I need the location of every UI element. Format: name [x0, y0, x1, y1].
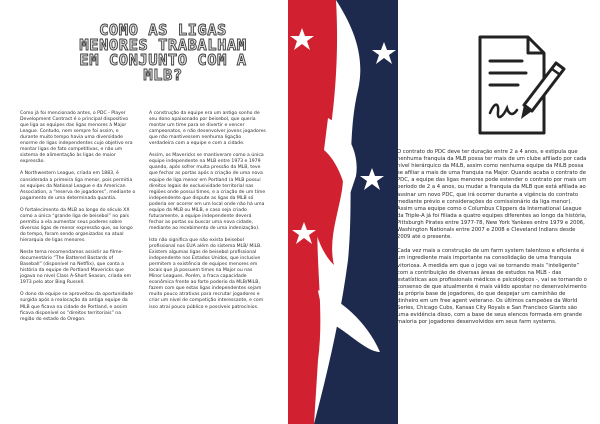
- paragraph: Como já foi mencionado antes, o PDC - Player Development Contract é o principal dispositivo que liga as equipes das ligas menores à Major League. Contudo, nem sempre foi assim, e durante muito tempo havia uma diversidade enorme de ligas independentes cujo objetivo era montar ligas de fato competitivas, e não um sistema de alimentação às ligas de maior expressão.: [20, 111, 133, 165]
- stars-and-stripes-artwork: [288, 0, 398, 424]
- paragraph: Cada vez mais a construção de um farm system talentoso e eficiente é um ingrediente mais importante na consolidação de uma franquia vitoriosa. A medida em que o jogo vai se tornando mais “inteligente” com a contribuição de diversas áreas de estudos na MLB - das estatísticas aos profissionais médicos e psicológicos -, vai se tornando o consenso de que atualmente é mais válido apostar no desenvolvimento da própria base de jogadores, do que despejar um caminhão de dinheiro em um free agent veterano. Os últimos campeões da World Series, Chicago Cubs, Kansas City Royals e San Francisco Giants são uma evidência disso, com a base de seus elencos formada em grande maioria por jogadores desenvolvidos em seus farm systems.: [397, 248, 587, 326]
- text-column-left: [20, 111, 136, 329]
- title-line: EM CONJUNTO COM A: [79, 51, 247, 69]
- text-column-right: [397, 149, 587, 333]
- paragraph: Assim, os Mavericks se mantiveram como a única equipe independente na MLB entre 1973 e 1979 quando, após sofrer muita pressão da MLB, teve que fechar as portas após a criação de uma nova equipe de liga menor em Portland (a MLB possui direitos legais de exclusividade territorial nas regiões onde possui times, e a criação de um time independente que dispute as ligas da MLB só poderia ser ocorrer em um local onde não há uma equipe da MLB ou MiLB, e caso seja criado futuramente, a equipe independente deverá fechar as portas ou buscar uma nova cidade, mediante ao recebimento de uma indenização).: [149, 153, 266, 231]
- paragraph: Isto não significa que não exista beisebol profissional nos EUA além do sistema MLB/ MiLB. Existem algumas ligas de beisebol profissional independente nos Estados Unidos, que inclusive permitem a existência de equipes menores em locais que já possuem times na Major ou nas Minor Leagues. Porém, a fraca capacidade econômica frente ao forte poderio da MLB/MiLB, fazem com que estas ligas independentes sejam muito pouco atrativas para recrutar jogadores e criar um nível de competição interessante, e com isso atrai pouco público e possíveis patrocínios.: [149, 237, 264, 310]
- paragraph: A Northwestern League, criada em 1883, é considerada a primeira liga menor, pois permitia as equipes da National League e da American Association, a “reserva de jogadores”, mediante o pagamento de uma determinada quantia.: [20, 171, 136, 201]
- document-with-pen-icon: [470, 33, 568, 137]
- title-line: COMO AS LIGAS: [99, 21, 227, 39]
- paragraph: O contrato do PDC deve ter duração entre 2 a 4 anos, e estipula que nenhuma franquia da MLB possa ter mais de um clube afiliado por cada nível hierárquico da MiLB, assim como nenhuma equipe da MiLB possa se afiliar a mais de uma franquia na Major. Quando acaba o contrato de PDC, a equipe das ligas menores pode estender o contrato por mais um período de 2 a 4 anos, ou mudar a franquia da MLB que está afiliada ao assinar um novo PDC, que irá ocorrer durante a vigência do contrato mediante prévio e considerações do comissionário da liga menor). Assim uma equipe como o Columbus Clippers da International League da Triple-A já foi filiada a quatro equipes diferentes ao longo da história, Pittsburgh Pirates entre 1977-78, New York Yankees entre 1979 e 2006, Washington Nationals entre 2007 e 2008 e Cleveland Indians desde 2009 até o presente.: [397, 149, 587, 241]
- title-line: MLB?: [143, 66, 183, 84]
- page-title: [48, 23, 278, 83]
- paragraph: O fortalecimento da MLB ao longo do século XX como a única “grande liga de beisebol” no país permitiu a ela aumentar seus poderes sobre diversas ligas de menor expressão que, ao longo do tempo, foram sendo organizadas na atual hierarquia de ligas menores.: [20, 207, 133, 243]
- text-column-middle: [149, 111, 266, 317]
- paragraph: Neste tema recomendamos assistir ao filme-documentário “The Battered Bastards of Baseball” (disponível na Netflix), que conta a história da equipe de Portland Mavericks que jogava no nível Class A-Short Season, criada em 1973 pelo ator Bing Russell.: [20, 250, 132, 286]
- paragraph: O dono da equipe se aproveitou da oportunidade surgida após a realocação da antiga equipe da MLB que ficava na cidade de Portland, e assim ficava disponível os “direitos territoriais” na região do estado do Oregon.: [20, 292, 134, 322]
- paragraph: A construção da equipe era um antigo sonho de seu dono apaixonado por beisebol, que queria montar um time para se divertir e vencer campeonatos, e não desenvolver jovens jogadores que não mantivessem nenhuma ligação verdadeira com a equipe e com a cidade.: [149, 111, 266, 147]
- title-line: MENORES TRABALHAM: [79, 36, 247, 54]
